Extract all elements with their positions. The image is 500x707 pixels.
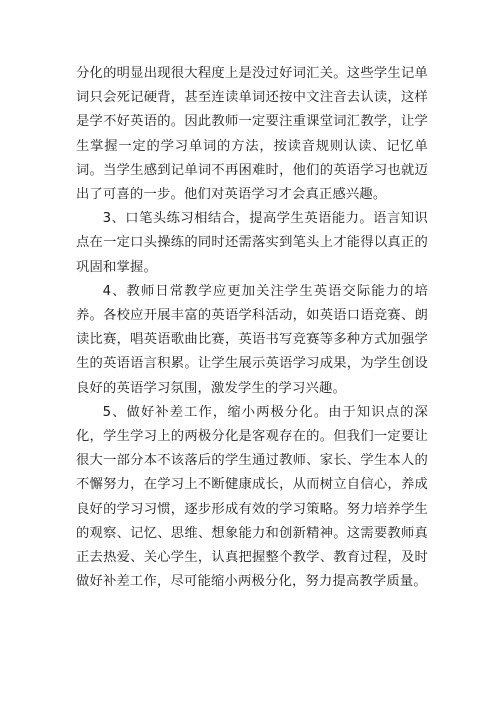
paragraph-item-3: 3、口笔头练习相结合，提高学生英语能力。语言知识点在一定口头操练的同时还需落实到笔头上才能得以真正的巩固和掌握。 [76,211,428,275]
paragraph-item-4: 4、教师日常教学应更加关注学生英语交际能力的培养。各校应开展丰富的英语学科活动，如英语口语竞赛、朗读比赛，唱英语歌曲比赛，英语书写竞赛等多种方式加强学生的英语语言积累。让学生展示英语学习成果，为学生创设良好的英语学习氛围，激发学生的学习兴趣。 [76,283,428,396]
paragraph-continuation: 分化的明显出现很大程度上是没过好词汇关。这些学生记单词只会死记硬背，甚至连读单词还按中文注音去认读，这样是学不好英语的。因此教师一定要注重课堂词汇教学，让学生掌握一定的学习单词的方法，按读音规则认读、记忆单词。当学生感到记单词不再困难时，他们的英语学习也就迈出了可喜的一步。他们对英语学习才会真正感兴趣。 [76,66,428,203]
document-body [76,62,428,594]
paragraph-item-5: 5、做好补差工作，缩小两极分化。由于知识点的深化，学生学习上的两极分化是客观存在的。但我们一定要让很大一部分本不该落后的学生通过教师、家长、学生本人的不懈努力，在学习上不断健康成长，从而树立自信心，养成良好的学习习惯，逐步形成有效的学习策略。努力培养学生的观察、记忆、思维、想象能力和创新精神。这需要教师真正去热爱、关心学生，认真把握整个教学、教育过程，及时做好补差工作，尽可能缩小两极分化，努力提高教学质量。 [76,404,428,590]
